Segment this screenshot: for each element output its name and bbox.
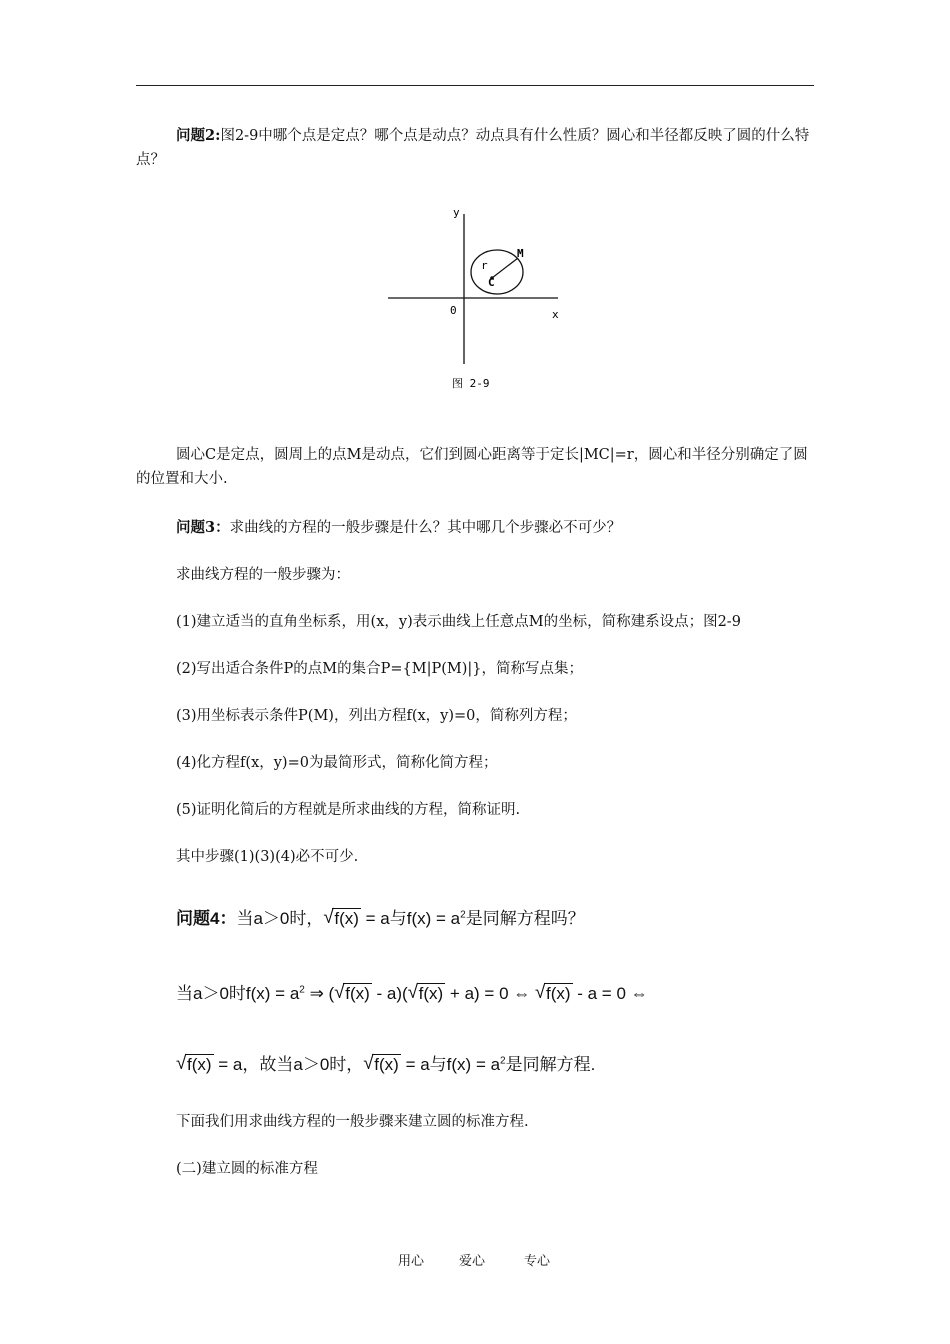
exponent: 2 [460,909,466,921]
steps-required: 其中步骤(1)(3)(4)必不可少. [176,849,359,865]
figure-2-9 [380,200,570,400]
footer-text-3: 专心 [524,1254,551,1269]
coordinate-diagram [380,200,570,400]
footer-text-1: 用心 [398,1254,425,1269]
exponent: 2 [500,1055,506,1067]
sqrt-radicand: f(x) [187,1055,212,1074]
exponent: 2 [299,984,305,996]
step-2: (2)写出适合条件P的点M的集合P={M|P(M)|}，简称写点集； [176,661,584,677]
question-3 [176,516,621,540]
radius-r-label: r [481,259,488,272]
math-line-1 [176,979,648,1004]
math-2-text-1: = a，故当a＞0时， [213,1055,364,1074]
y-axis-label: y [453,206,460,219]
sqrt-radicand: f(x) [545,984,571,1003]
question-4 [176,904,585,929]
math-1-text-3: - a = 0 ⇔ [572,984,648,1003]
sqrt-expression: √ f(x) [534,982,571,1003]
origin-label: 0 [450,304,457,317]
question-2-label: 问题2: [176,127,221,144]
sqrt-radicand: f(x) [418,984,444,1003]
question-4-condition: 当a＞0时， [236,909,324,928]
math-2-text-3: 是同解方程. [505,1055,596,1074]
sqrt-radicand: f(x) [374,1055,399,1074]
radius-line [492,258,518,278]
next-paragraph: 下面我们用求曲线方程的一般步骤来建立圆的标准方程. [176,1114,529,1130]
sqrt-expression: √ f(x) [176,1053,212,1074]
question-3-label: 问题3： [176,519,230,536]
footer-text-2: 爱心 [459,1254,486,1269]
sqrt-expression: √ f(x) [323,907,359,928]
answer-2: 圆心C是定点，圆周上的点M是动点，它们到圆心距离等于定长|MC|=r，圆心和半径分别确定了圆的位置和大小. [136,447,808,487]
sqrt-radicand: f(x) [345,984,370,1003]
section-heading: (二)建立圆的标准方程 [176,1161,318,1177]
math-1-arrow: ⇒ ( [304,984,335,1003]
step-5: (5)证明化简后的方程就是所求曲线的方程，简称证明. [176,802,521,818]
circle [471,250,523,294]
question-4-text-1: = a与f(x) = a [360,909,461,928]
figure-caption: 图 2-9 [452,377,490,390]
sqrt-expression: √ f(x) [363,1053,399,1074]
steps-intro: 求曲线方程的一般步骤为： [176,567,350,583]
question-2-text: 图2-9中哪个点是定点？哪个点是动点？动点具有什么性质？圆心和半径都反映了圆的什么特点？ [136,128,810,168]
point-m-label: M [517,247,524,260]
question-4-label: 问题4： [176,909,237,928]
step-1: (1)建立适当的直角坐标系，用(x，y)表示曲线上任意点M的坐标，简称建系设点；图2-9 [176,614,741,630]
header-rule [136,85,814,86]
sqrt-radicand: f(x) [334,909,359,928]
math-line-2 [176,1050,595,1075]
center-c-label: C [488,276,495,289]
sqrt-expression: √ f(x) [334,982,370,1003]
step-4: (4)化方程f(x，y)=0为最简形式，简称化简方程； [176,755,498,771]
question-2 [136,124,816,172]
math-1-lead: 当a＞0时f(x) = a [176,984,300,1003]
question-4-text-2: 是同解方程吗？ [465,909,585,928]
question-3-text: 求曲线的方程的一般步骤是什么？其中哪几个步骤必不可少？ [229,520,622,536]
math-2-text-2: = a与f(x) = a [400,1055,501,1074]
step-3: (3)用坐标表示条件P(M)，列出方程f(x，y)=0，简称列方程； [176,708,577,724]
math-1-text-2: + a) = 0 ⇔ [445,984,535,1003]
x-axis-label: x [552,308,559,321]
sqrt-expression: √ f(x) [407,982,444,1003]
math-1-text-1: - a)( [371,984,408,1003]
